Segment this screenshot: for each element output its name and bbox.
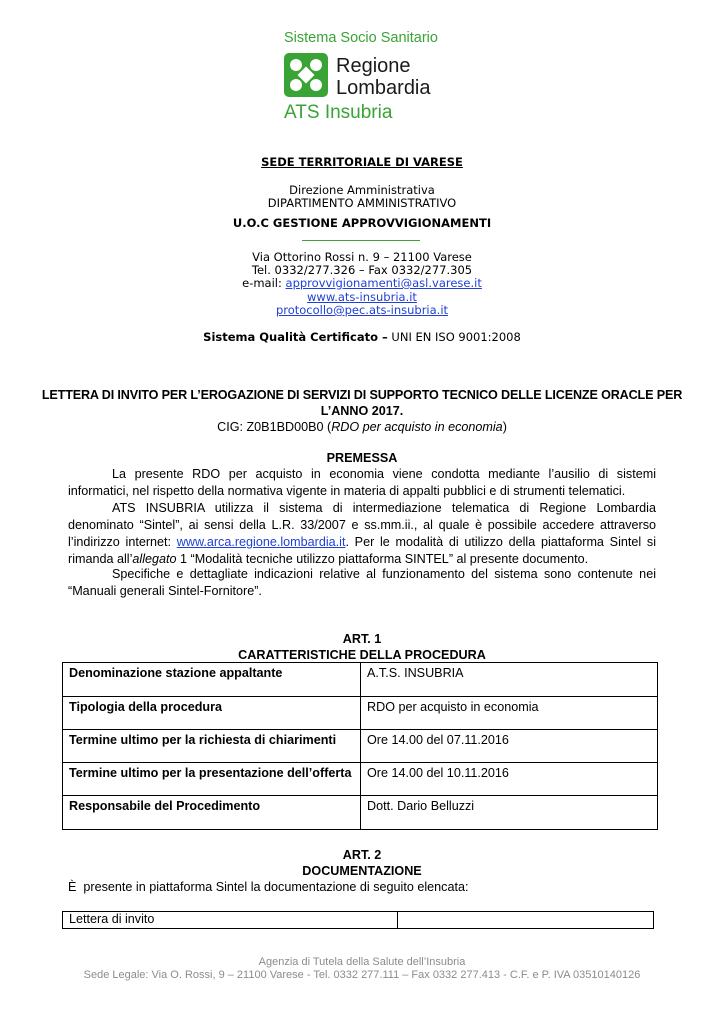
arca-link[interactable]: www.arca.regione.lombardia.it [176,535,346,549]
dipartimento-text: DIPARTIMENTO AMMINISTRATIVO [267,196,457,210]
direzione-text: Direzione Amministrativa [289,183,435,197]
quality-standard: UNI EN ISO 9001:2008 [387,330,521,344]
art2-title: DOCUMENTAZIONE [302,864,422,878]
row-label: Termine ultimo per la richiesta di chiarimenti [63,730,361,763]
row-value: RDO per acquisto in economia [361,697,658,730]
pec-line [0,303,724,317]
row-label: Denominazione stazione appaltante [63,663,361,697]
row-label: Termine ultimo per la presentazione dell’offerta [63,763,361,796]
row-value: Dott. Dario Belluzzi [361,796,658,830]
p2-allegato: allegato [132,552,177,566]
letter-title-line2: L’ANNO 2017. [320,404,404,418]
premessa-paragraph-2 [68,500,656,568]
p2-text-before: ATS INSUBRIA utilizza il sistema di intermediazione telematica di Regione Lombardia denominato “Sintel”, ai sensi della L.R. 33/2007 e ss.mm.ii., al quale è possibile accedere attraverso l’indirizzo internet: [68,501,656,549]
logo-region-line1: Regione [336,55,411,77]
p2-text-after: 1 “Modalità tecniche utilizzo piattaforma SINTEL” al presente documento. [176,552,589,566]
art2-intro: È presente in piattaforma Sintel la documentazione di seguito elencata: [68,880,469,894]
website-link[interactable]: www.ats-insubria.it [307,290,417,304]
row-label: Responsabile del Procedimento [63,796,361,830]
website-line [0,290,724,304]
logo-ats-text: ATS Insubria [284,102,393,123]
address-text: Via Ottorino Rossi n. 9 – 21100 Varese [252,250,472,264]
green-divider [302,240,420,241]
sede-heading: SEDE TERRITORIALE DI VARESE [261,155,463,169]
email-link[interactable]: approvvigionamenti@asl.varese.it [285,276,482,290]
phone-text: Tel. 0332/277.326 – Fax 0332/277.305 [251,263,473,277]
art1-number: ART. 1 [342,632,382,646]
art2-number: ART. 2 [342,848,382,862]
premessa-heading: PREMESSA [326,451,398,465]
footer-agency: Agenzia di Tutela della Salute dell’Insubria [258,956,466,968]
premessa-paragraph-3: Specifiche e dettagliate indicazioni relative al funzionamento del sistema sono contenute nei “Manuali generali Sintel-Fornitore”. [68,567,656,598]
table-row [63,697,658,730]
cig-suffix: ) [502,420,507,434]
table-row [63,763,658,796]
table-row [63,730,658,763]
table-row [63,663,658,697]
documentation-table [62,911,654,929]
art1-title: CARATTERISTICHE DELLA PROCEDURA [238,648,486,662]
uoc-heading: U.O.C GESTIONE APPROVVIGIONAMENTI [232,216,492,230]
organization-logo [282,28,462,128]
pec-link[interactable]: protocollo@pec.ats-insubria.it [275,303,449,317]
doc-value [398,912,654,929]
premessa-paragraph-1: La presente RDO per acquisto in economia viene condotta mediante l’ausilio di sistemi informatici, nel rispetto della normativa vigente in materia di appalti pubblici e di strumenti telematici. [68,467,656,498]
row-label: Tipologia della procedura [63,697,361,730]
cig-procedure: RDO per acquisto in economia [331,420,503,434]
logo-system-text: Sistema Socio Sanitario [284,30,438,46]
procedure-table [62,662,658,830]
table-row [63,912,654,929]
regione-lombardia-mark-icon [284,53,328,97]
row-value: Ore 14.00 del 07.11.2016 [361,730,658,763]
doc-label: Lettera di invito [63,912,398,929]
p2-text-middle: . Per le modalità di utilizzo della piattaforma Sintel si rimanda all’ [68,535,656,566]
quality-line [0,330,724,344]
letter-title-line1: LETTERA DI INVITO PER L’EROGAZIONE DI SERVIZI DI SUPPORTO TECNICO DELLE LICENZE ORACLE PER [41,388,683,402]
cig-line [0,419,724,436]
cig-prefix: CIG: Z0B1BD00B0 ( [217,420,332,434]
quality-label: Sistema Qualità Certificato – [203,330,388,344]
row-value: A.T.S. INSUBRIA [361,663,658,697]
table-row [63,796,658,830]
email-label: e-mail: [242,276,286,290]
row-value: Ore 14.00 del 10.11.2016 [361,763,658,796]
email-line [0,276,724,290]
logo-region-line2: Lombardia [336,77,431,99]
footer-legal: Sede Legale: Via O. Rossi, 9 – 21100 Varese - Tel. 0332 277.111 – Fax 0332 277.413 - C.F. e P. IVA 03510140126 [83,969,641,981]
